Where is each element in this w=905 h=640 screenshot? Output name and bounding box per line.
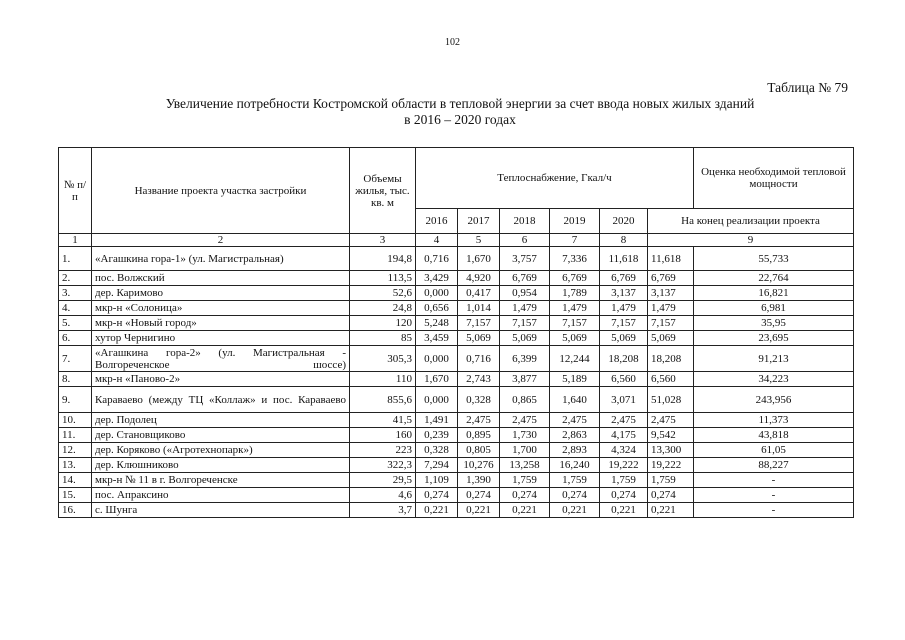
heat-2019: 7,336 bbox=[550, 247, 600, 271]
table-row bbox=[59, 488, 854, 503]
housing-volume: 85 bbox=[350, 331, 416, 346]
estimated-capacity: 22,764 bbox=[694, 271, 854, 286]
heat-end-of-project: 6,769 bbox=[648, 271, 694, 286]
column-number: 6 bbox=[500, 234, 550, 247]
row-number: 3. bbox=[59, 286, 92, 301]
housing-volume: 194,8 bbox=[350, 247, 416, 271]
estimated-capacity: 61,05 bbox=[694, 443, 854, 458]
heat-2017: 5,069 bbox=[458, 331, 500, 346]
heat-2016: 0,656 bbox=[416, 301, 458, 316]
heat-2016: 5,248 bbox=[416, 316, 458, 331]
heat-end-of-project: 0,221 bbox=[648, 503, 694, 518]
heat-2018: 7,157 bbox=[500, 316, 550, 331]
heat-2019: 1,479 bbox=[550, 301, 600, 316]
header-volume: Объемы жилья, тыс. кв. м bbox=[350, 148, 416, 234]
project-name: Караваево (между ТЦ «Коллаж» и пос. Караваево bbox=[92, 387, 350, 413]
header-year-2016: 2016 bbox=[416, 209, 458, 234]
table-row bbox=[59, 331, 854, 346]
housing-volume: 3,7 bbox=[350, 503, 416, 518]
heat-end-of-project: 2,475 bbox=[648, 413, 694, 428]
table-row bbox=[59, 473, 854, 488]
header-year-2017: 2017 bbox=[458, 209, 500, 234]
table-row bbox=[59, 428, 854, 443]
heat-2020: 1,479 bbox=[600, 301, 648, 316]
housing-volume: 41,5 bbox=[350, 413, 416, 428]
housing-volume: 110 bbox=[350, 372, 416, 387]
row-number: 2. bbox=[59, 271, 92, 286]
project-name: «Агашкина гора-2» (ул. Магистральная - Волгореченское шоссе) bbox=[92, 346, 350, 372]
estimated-capacity: 88,227 bbox=[694, 458, 854, 473]
heat-2019: 5,069 bbox=[550, 331, 600, 346]
heat-2017: 1,014 bbox=[458, 301, 500, 316]
heat-2016: 7,294 bbox=[416, 458, 458, 473]
project-name: мкр-н «Солоница» bbox=[92, 301, 350, 316]
heat-2020: 4,175 bbox=[600, 428, 648, 443]
header-estimate: Оценка необходимой тепловой мощности bbox=[694, 148, 854, 209]
heat-end-of-project: 11,618 bbox=[648, 247, 694, 271]
heat-2018: 1,700 bbox=[500, 443, 550, 458]
housing-volume: 322,3 bbox=[350, 458, 416, 473]
heat-2016: 3,429 bbox=[416, 271, 458, 286]
heat-2017: 0,716 bbox=[458, 346, 500, 372]
heat-2018: 1,479 bbox=[500, 301, 550, 316]
estimated-capacity: - bbox=[694, 473, 854, 488]
heat-end-of-project: 6,560 bbox=[648, 372, 694, 387]
table-row bbox=[59, 372, 854, 387]
table-row bbox=[59, 346, 854, 372]
heat-end-of-project: 3,137 bbox=[648, 286, 694, 301]
heat-2020: 3,071 bbox=[600, 387, 648, 413]
table-label: Таблица № 79 bbox=[767, 80, 848, 95]
housing-volume: 305,3 bbox=[350, 346, 416, 372]
heat-2019: 2,863 bbox=[550, 428, 600, 443]
heat-2019: 7,157 bbox=[550, 316, 600, 331]
table-title bbox=[120, 96, 800, 128]
heat-end-of-project: 13,300 bbox=[648, 443, 694, 458]
row-number: 16. bbox=[59, 503, 92, 518]
heat-end-of-project: 9,542 bbox=[648, 428, 694, 443]
column-number: 4 bbox=[416, 234, 458, 247]
heat-2019: 1,759 bbox=[550, 473, 600, 488]
heat-end-of-project: 19,222 bbox=[648, 458, 694, 473]
table-title-line2: в 2016 – 2020 годах bbox=[404, 112, 516, 127]
heat-2016: 0,000 bbox=[416, 346, 458, 372]
table-row bbox=[59, 301, 854, 316]
heat-2019: 2,475 bbox=[550, 413, 600, 428]
heat-2016: 1,109 bbox=[416, 473, 458, 488]
row-number: 9. bbox=[59, 387, 92, 413]
project-name: дер. Коряково («Агротехнопарк») bbox=[92, 443, 350, 458]
row-number: 8. bbox=[59, 372, 92, 387]
heat-2020: 19,222 bbox=[600, 458, 648, 473]
row-number: 13. bbox=[59, 458, 92, 473]
heat-2018: 3,757 bbox=[500, 247, 550, 271]
housing-volume: 24,8 bbox=[350, 301, 416, 316]
estimated-capacity: 91,213 bbox=[694, 346, 854, 372]
project-name: мкр-н № 11 в г. Волгореченске bbox=[92, 473, 350, 488]
heat-2020: 4,324 bbox=[600, 443, 648, 458]
page-number: 102 bbox=[445, 37, 460, 48]
heat-end-of-project: 51,028 bbox=[648, 387, 694, 413]
housing-volume: 223 bbox=[350, 443, 416, 458]
heat-2016: 0,274 bbox=[416, 488, 458, 503]
heat-2020: 5,069 bbox=[600, 331, 648, 346]
heat-end-of-project: 7,157 bbox=[648, 316, 694, 331]
table-row bbox=[59, 271, 854, 286]
heat-2020: 2,475 bbox=[600, 413, 648, 428]
table-row bbox=[59, 503, 854, 518]
heat-2020: 0,221 bbox=[600, 503, 648, 518]
project-name: пос. Волжский bbox=[92, 271, 350, 286]
heat-2016: 0,716 bbox=[416, 247, 458, 271]
heat-2016: 0,221 bbox=[416, 503, 458, 518]
row-number: 11. bbox=[59, 428, 92, 443]
housing-volume: 855,6 bbox=[350, 387, 416, 413]
heat-2017: 0,895 bbox=[458, 428, 500, 443]
heat-2017: 4,920 bbox=[458, 271, 500, 286]
heat-2018: 0,954 bbox=[500, 286, 550, 301]
heat-2020: 1,759 bbox=[600, 473, 648, 488]
column-number: 3 bbox=[350, 234, 416, 247]
housing-volume: 29,5 bbox=[350, 473, 416, 488]
heat-2017: 2,475 bbox=[458, 413, 500, 428]
heat-2017: 10,276 bbox=[458, 458, 500, 473]
header-year-2019: 2019 bbox=[550, 209, 600, 234]
heat-2020: 6,560 bbox=[600, 372, 648, 387]
heat-2019: 2,893 bbox=[550, 443, 600, 458]
table-row bbox=[59, 458, 854, 473]
column-number: 5 bbox=[458, 234, 500, 247]
table-body bbox=[59, 247, 854, 518]
project-name: дер. Подолец bbox=[92, 413, 350, 428]
estimated-capacity: - bbox=[694, 488, 854, 503]
heat-2020: 6,769 bbox=[600, 271, 648, 286]
row-number: 10. bbox=[59, 413, 92, 428]
heat-2019: 1,640 bbox=[550, 387, 600, 413]
estimated-capacity: 43,818 bbox=[694, 428, 854, 443]
header-no: № п/п bbox=[59, 148, 92, 234]
row-number: 1. bbox=[59, 247, 92, 271]
heat-2017: 0,328 bbox=[458, 387, 500, 413]
heat-2018: 3,877 bbox=[500, 372, 550, 387]
column-number-row bbox=[59, 234, 854, 247]
heat-2018: 6,769 bbox=[500, 271, 550, 286]
table-row bbox=[59, 316, 854, 331]
heat-2017: 7,157 bbox=[458, 316, 500, 331]
estimated-capacity: 35,95 bbox=[694, 316, 854, 331]
project-name: «Агашкина гора-1» (ул. Магистральная) bbox=[92, 247, 350, 271]
header-heat-supply: Теплоснабжение, Гкал/ч bbox=[416, 148, 694, 209]
header-end-of-project: На конец реализации проекта bbox=[648, 209, 854, 234]
row-number: 6. bbox=[59, 331, 92, 346]
heat-2019: 16,240 bbox=[550, 458, 600, 473]
heat-2019: 1,789 bbox=[550, 286, 600, 301]
table-row bbox=[59, 413, 854, 428]
project-name: пос. Апраксино bbox=[92, 488, 350, 503]
heat-2017: 0,274 bbox=[458, 488, 500, 503]
heat-2017: 1,390 bbox=[458, 473, 500, 488]
project-name: мкр-н «Паново-2» bbox=[92, 372, 350, 387]
estimated-capacity: 55,733 bbox=[694, 247, 854, 271]
housing-volume: 113,5 bbox=[350, 271, 416, 286]
project-name: дер. Клюшниково bbox=[92, 458, 350, 473]
heat-2016: 3,459 bbox=[416, 331, 458, 346]
housing-volume: 52,6 bbox=[350, 286, 416, 301]
heat-2018: 13,258 bbox=[500, 458, 550, 473]
heat-end-of-project: 1,479 bbox=[648, 301, 694, 316]
estimated-capacity: 34,223 bbox=[694, 372, 854, 387]
row-number: 15. bbox=[59, 488, 92, 503]
estimated-capacity: 243,956 bbox=[694, 387, 854, 413]
estimated-capacity: 23,695 bbox=[694, 331, 854, 346]
project-name: с. Шунга bbox=[92, 503, 350, 518]
column-number: 8 bbox=[600, 234, 648, 247]
header-name: Название проекта участка застройки bbox=[92, 148, 350, 234]
column-number: 9 bbox=[648, 234, 854, 247]
heat-2016: 0,000 bbox=[416, 387, 458, 413]
column-number: 2 bbox=[92, 234, 350, 247]
heat-2016: 1,670 bbox=[416, 372, 458, 387]
heat-end-of-project: 0,274 bbox=[648, 488, 694, 503]
column-number: 7 bbox=[550, 234, 600, 247]
heat-2020: 7,157 bbox=[600, 316, 648, 331]
row-number: 5. bbox=[59, 316, 92, 331]
heat-2017: 0,805 bbox=[458, 443, 500, 458]
heat-2017: 1,670 bbox=[458, 247, 500, 271]
heat-2018: 5,069 bbox=[500, 331, 550, 346]
heat-2019: 0,221 bbox=[550, 503, 600, 518]
row-number: 12. bbox=[59, 443, 92, 458]
row-number: 14. bbox=[59, 473, 92, 488]
project-name: хутор Чернигино bbox=[92, 331, 350, 346]
estimated-capacity: - bbox=[694, 503, 854, 518]
heat-2019: 5,189 bbox=[550, 372, 600, 387]
header-year-2018: 2018 bbox=[500, 209, 550, 234]
heat-2016: 0,328 bbox=[416, 443, 458, 458]
table-title-line1: Увеличение потребности Костромской области в тепловой энергии за счет ввода новых жилых зданий bbox=[165, 96, 755, 111]
heat-2020: 3,137 bbox=[600, 286, 648, 301]
heat-2018: 0,221 bbox=[500, 503, 550, 518]
table-row bbox=[59, 286, 854, 301]
estimated-capacity: 16,821 bbox=[694, 286, 854, 301]
heat-2017: 0,417 bbox=[458, 286, 500, 301]
heat-2018: 6,399 bbox=[500, 346, 550, 372]
heat-2016: 1,491 bbox=[416, 413, 458, 428]
table-row bbox=[59, 443, 854, 458]
project-name: дер. Становщиково bbox=[92, 428, 350, 443]
heat-end-of-project: 1,759 bbox=[648, 473, 694, 488]
housing-volume: 120 bbox=[350, 316, 416, 331]
heat-2020: 18,208 bbox=[600, 346, 648, 372]
column-number: 1 bbox=[59, 234, 92, 247]
heat-2018: 2,475 bbox=[500, 413, 550, 428]
heat-2019: 12,244 bbox=[550, 346, 600, 372]
heat-2018: 1,730 bbox=[500, 428, 550, 443]
heat-2018: 0,865 bbox=[500, 387, 550, 413]
heat-end-of-project: 5,069 bbox=[648, 331, 694, 346]
heat-demand-table bbox=[58, 147, 854, 518]
heat-2016: 0,000 bbox=[416, 286, 458, 301]
heat-2019: 6,769 bbox=[550, 271, 600, 286]
heat-2018: 0,274 bbox=[500, 488, 550, 503]
heat-2020: 0,274 bbox=[600, 488, 648, 503]
row-number: 7. bbox=[59, 346, 92, 372]
project-name: мкр-н «Новый город» bbox=[92, 316, 350, 331]
heat-end-of-project: 18,208 bbox=[648, 346, 694, 372]
row-number: 4. bbox=[59, 301, 92, 316]
estimated-capacity: 11,373 bbox=[694, 413, 854, 428]
heat-2018: 1,759 bbox=[500, 473, 550, 488]
header-year-2020: 2020 bbox=[600, 209, 648, 234]
heat-2020: 11,618 bbox=[600, 247, 648, 271]
housing-volume: 4,6 bbox=[350, 488, 416, 503]
project-name: дер. Каримово bbox=[92, 286, 350, 301]
table-row bbox=[59, 247, 854, 271]
heat-2019: 0,274 bbox=[550, 488, 600, 503]
table-row bbox=[59, 387, 854, 413]
housing-volume: 160 bbox=[350, 428, 416, 443]
heat-2017: 0,221 bbox=[458, 503, 500, 518]
estimated-capacity: 6,981 bbox=[694, 301, 854, 316]
heat-2016: 0,239 bbox=[416, 428, 458, 443]
heat-2017: 2,743 bbox=[458, 372, 500, 387]
